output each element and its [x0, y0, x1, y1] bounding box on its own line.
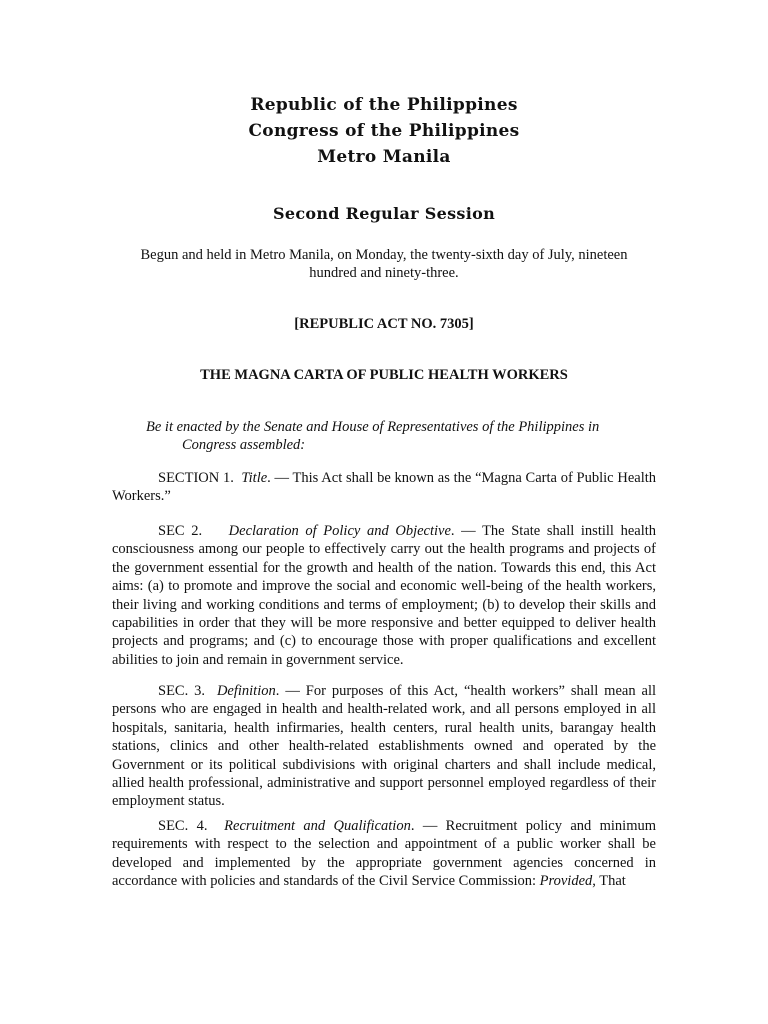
act-title: THE MAGNA CARTA OF PUBLIC HEALTH WORKERS [200, 367, 568, 383]
section-2-heading: Declaration of Policy and Objective [228, 523, 451, 539]
begun-statement: Begun and held in Metro Manila, on Monday, the twenty-sixth day of July, nineteen hundred and ninety-three. [140, 247, 628, 281]
section-1 [112, 469, 656, 506]
section-2-text: . — The State shall instill health consciousness among our people to effectively carry out the health programs and projects of the government essential for the growth and health of the nation. Towards this end, this Act aims: (a) to promote and improve the social and economic well-being of the health workers, their living and working conditions and terms of employment; (b) to develop their skills and capabilities in order that they will be more responsive and better equipped to deliver health projects and programs; and (c) to encourage those with proper qualifications and excellent abilities to join and remain in government service. [112, 523, 657, 668]
section-4-tail: , That [592, 873, 626, 890]
section-1-label: SECTION 1. [158, 470, 234, 486]
section-3-heading: Definition [216, 683, 276, 699]
letterhead-republic: Republic of the Philippines [250, 95, 518, 115]
section-2 [112, 522, 656, 669]
section-4-heading: Recruitment and Qualification [224, 818, 411, 834]
section-4 [112, 817, 656, 891]
letterhead [0, 92, 768, 170]
section-3-text: . — For purposes of this Act, “health workers” shall mean all persons who are engaged in health and health-related work, and all persons employed in all hospitals, sanitaria, health infirmaries, health centers, rural health units, barangay health stations, clinics and other health-related establishments owned and operated by the Government or its political subdivisions with original charters and shall include medical, allied health professional, administrative and support personnel employed regardless of their employment status. [112, 683, 657, 810]
section-1-heading: Title [241, 470, 268, 486]
section-2-label: SEC 2. [158, 523, 203, 539]
section-3 [112, 682, 656, 811]
section-4-text: . — Recruitment policy and minimum requirements with respect to the selection and appointment of a public worker shall be developed and implemented by the appropriate government agencies concerned in accordance with policies and standards of the Civil Service Commission: [112, 818, 657, 890]
enacting-clause [146, 418, 646, 454]
section-3-label: SEC. 3. [158, 683, 206, 699]
section-4-provided: Provided [539, 873, 593, 890]
letterhead-location: Metro Manila [317, 147, 451, 167]
session-heading: Second Regular Session [272, 204, 495, 223]
section-1-text: . — This Act shall be known as the “Magna Carta of Public Health Workers.” [112, 470, 656, 505]
enacting-clause-line1: Be it enacted by the Senate and House of Representatives of the Philippines in [146, 419, 600, 435]
enacting-clause-line2: Congress assembled: [182, 437, 306, 453]
letterhead-congress: Congress of the Philippines [248, 121, 520, 141]
section-4-label: SEC. 4. [158, 818, 208, 834]
act-number: [REPUBLIC ACT NO. 7305] [294, 316, 474, 332]
